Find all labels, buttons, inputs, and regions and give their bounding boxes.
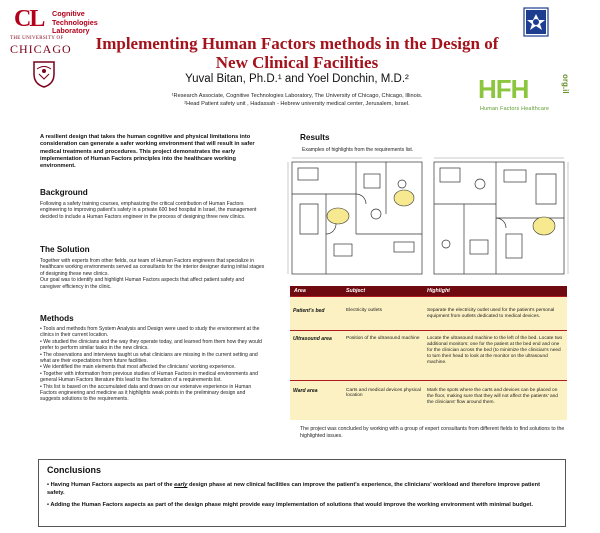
results-footer: The project was concluded by working with a group of expert consultants from different fields to find solutions to the highlighted issues. — [300, 426, 565, 439]
authors: Yuval Bitan, Ph.D.¹ and Yoel Donchin, M.D.² — [185, 73, 409, 85]
background-heading: Background — [40, 188, 88, 197]
conclusion-1-emphasis: early — [174, 482, 188, 488]
cl-logo-mark: CL — [14, 6, 44, 32]
cl-logo-text: Cognitive Technologies Laboratory — [52, 9, 98, 35]
table-header-subject: Subject — [346, 288, 366, 294]
conclusions-heading: Conclusions — [47, 465, 102, 475]
table-row-separator — [290, 330, 567, 331]
requirements-table — [290, 286, 567, 420]
table-cell-area: Ward area — [293, 388, 318, 394]
poster-title: Implementing Human Factors methods in the Design of New Clinical Facilities — [95, 34, 499, 72]
methods-item: • We studied the clinicians and the way they operate today, and learned from them how they would prefer to perform similar tasks in the new clinics. — [40, 338, 262, 352]
affiliation-2: ²Head Patient safety unit , Hadassah - Hebrew university medical center, Jerusalem, Israel. — [184, 100, 410, 107]
table-row-separator — [290, 296, 567, 297]
hadassah-logo-icon — [523, 7, 549, 37]
methods-item: • Together with information from previous studies of Human Factors in medical environments and general Human Factors literature this lead to the formation of a requirements list. — [40, 370, 258, 384]
table-cell-highlight: Separate the electricity outlet used for the patient's personal equipment from outlets dedicated to medical devices. — [427, 308, 555, 320]
methods-list — [40, 326, 265, 403]
table-header-row — [290, 286, 567, 296]
conclusion-1-post: design phase at new clinical facilities can improve the patient's experience, the clinicians' workload and therefore improve patient safety. — [47, 482, 541, 496]
methods-heading: Methods — [40, 314, 74, 323]
conclusion-item-1 — [47, 482, 559, 497]
methods-item: • The observations and interviews taught us what clinicians are missing in the current setting and what are their expectations from future facilities. — [40, 351, 258, 365]
solution-body — [40, 258, 265, 290]
hfh-logo-org: org.il — [561, 74, 570, 94]
table-cell-highlight: Mark the spots where the carts and devices can be placed on the floor, making sure that they will not affect the patients' and the clinicians' flow around them. — [427, 388, 558, 406]
affiliations — [92, 93, 502, 108]
solution-body-1: Together with experts from other fields, our team of Human Factors engineers that specialize in healthcare working environments served as consultants for the interior designer during initial stages of designing these new clinics. — [40, 258, 265, 277]
uchicago-line1: THE UNIVERSITY OF — [10, 36, 64, 41]
hfh-logo-mark: HFH — [478, 74, 529, 104]
uchicago-crest-icon — [32, 60, 56, 88]
conclusion-1-pre: • Having Human Factors aspects as part of the — [47, 482, 175, 488]
methods-item: • This list is based on the accumulated data and draws on our extensive experience in Human Factors engineering and medicine as it highlights weak points in the preliminary design and suggests solutions to the requirements. — [40, 383, 252, 403]
intro-statement: A resilient design that takes the human cognitive and physical limitations into consideration can generate a safer working environment that will result in safer medical treatments and procedures. This project demonstrates the early implementation of Human Factors principles into the healthcare working environment. — [40, 134, 255, 170]
table-cell-subject: Position of the ultrasound machine — [346, 336, 420, 341]
methods-item: • We identified the main elements that most affected the clinicians' working experience. — [40, 364, 236, 371]
uchicago-line2: CHICAGO — [10, 42, 72, 56]
methods-item: • Tools and methods from System Analysis and Design were used to study the environment at the clinics in their current location. — [40, 326, 260, 339]
hfh-logo-subtitle: Human Factors Healthcare — [480, 106, 550, 112]
floor-plans-image — [286, 154, 570, 282]
table-cell-subject: Carts and medical devices physical location — [346, 388, 421, 398]
table-cell-subject: Electricity outlets — [346, 308, 382, 313]
affiliation-1: ¹Research Associate, Cognitive Technologies Laboratory, The University of Chicago, Chicago, Illinois. — [171, 93, 423, 99]
table-cell-area: Patient's bed — [293, 308, 325, 314]
hfh-logo — [478, 74, 578, 122]
background-body: Following a safety training courses, emphasizing the critical contribution of Human Factors engineering to improving patient's safety in a private 600 bed hospital in Israel, the management decided to include a Human Factors engineer in the process of designing three new clinics. — [40, 201, 257, 220]
table-row-separator — [290, 380, 567, 381]
table-cell-area: Ultrasound area — [293, 336, 332, 342]
uchicago-logo — [10, 36, 78, 57]
solution-body-2: Our goal was to identify and highlight Human Factors aspects that affect patient safety and caregiver efficiency in the clinic. — [40, 277, 245, 290]
solution-heading: The Solution — [40, 245, 90, 254]
results-heading: Results — [300, 133, 330, 142]
table-header-area: Area — [294, 288, 306, 294]
table-header-highlight: Highlight — [427, 288, 450, 294]
conclusions-box — [38, 459, 566, 527]
cognitive-technologies-logo — [14, 6, 119, 34]
conclusion-item-2: • Adding the Human Factors aspects as part of the design phase might provide easy implementation of solutions that would improve the working environment with minimal budget. — [47, 502, 533, 508]
results-caption: Examples of highlights from the requirements list. — [302, 147, 414, 153]
table-cell-highlight: Locate the ultrasound machine to the left of the bed. Locate two additional monitors: one for the patient at the bed end and one for the clinician across the bed (to minimize the clinician's need to turn their head to look at the monitor on the ultrasound machine. — [427, 336, 563, 366]
